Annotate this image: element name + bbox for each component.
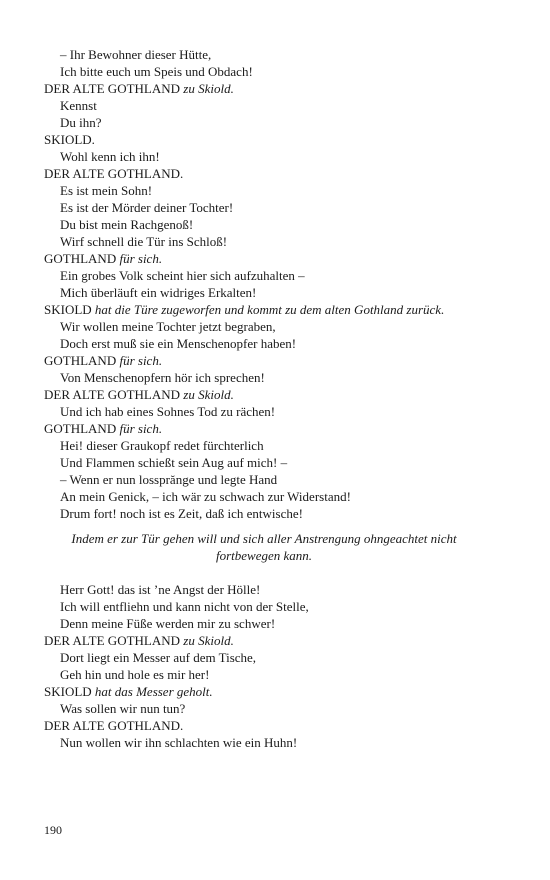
speaker-name: DER ALTE GOTHLAND [44, 633, 181, 648]
speaker-line [44, 386, 484, 403]
verse-line: Und ich hab eines Sohnes Tod zu rächen! [60, 404, 276, 419]
speaker-name: SKIOLD. [44, 132, 95, 147]
speaker-line [44, 250, 484, 267]
verse-line: Es ist mein Sohn! [60, 183, 153, 198]
speaker-name: GOTHLAND [44, 251, 117, 266]
stage-direction: Indem er zur Tür gehen will und sich aller Anstrengung ohngeachtet nicht fortbewegen kann. [71, 531, 457, 563]
verse-line: Ein grobes Volk scheint hier sich aufzuhalten – [60, 268, 305, 283]
verse-line: – Ihr Bewohner dieser Hütte, [60, 47, 212, 62]
speaker-name: SKIOLD [44, 302, 92, 317]
verse-line: Wirf schnell die Tür ins Schloß! [60, 234, 228, 249]
verse-line: Ich bitte euch um Speis und Obdach! [60, 64, 253, 79]
speaker-line [44, 301, 484, 318]
verse-line: Und Flammen schießt sein Aug auf mich! – [60, 455, 288, 470]
play-text [44, 46, 484, 751]
verse-line: Ich will entfliehn und kann nicht von der Stelle, [60, 599, 309, 614]
speaker-name: GOTHLAND [44, 353, 117, 368]
verse-line: Drum fort! noch ist es Zeit, daß ich entwische! [60, 506, 303, 521]
verse-line: Hei! dieser Graukopf redet fürchterlich [60, 438, 264, 453]
speaker-line [44, 80, 484, 97]
speaker-name: DER ALTE GOTHLAND. [44, 166, 184, 181]
verse-line: – Wenn er nun lossprănge und legte Hand [60, 472, 278, 487]
speaker-line [44, 165, 484, 182]
verse-line: Kennst [60, 98, 97, 113]
stage-direction-inline: hat die Türe zugeworfen und kommt zu dem alten Gothland zurück. [91, 302, 445, 317]
stage-direction-inline: für sich. [116, 353, 163, 368]
speaker-name: GOTHLAND [44, 421, 117, 436]
page-number: 190 [44, 823, 62, 837]
verse-line: Wir wollen meine Tochter jetzt begraben, [60, 319, 276, 334]
verse-line: Von Menschenopfern hör ich sprechen! [60, 370, 265, 385]
verse-line: Du bist mein Rachgenoß! [60, 217, 194, 232]
verse-line: Was sollen wir nun tun? [60, 701, 186, 716]
speaker-name: SKIOLD [44, 684, 92, 699]
verse-line: Dort liegt ein Messer auf dem Tische, [60, 650, 257, 665]
speaker-name: DER ALTE GOTHLAND [44, 81, 181, 96]
speaker-line [44, 420, 484, 437]
verse-line: An mein Genick, – ich wär zu schwach zur Widerstand! [60, 489, 351, 504]
verse-line: Du ihn? [60, 115, 102, 130]
stage-direction-inline: zu Skiold. [180, 387, 234, 402]
verse-line: Es ist der Mörder deiner Tochter! [60, 200, 234, 215]
speaker-line [44, 683, 484, 700]
verse-line: Wohl kenn ich ihn! [60, 149, 160, 164]
verse-line: Herr Gott! das ist ’ne Angst der Hölle! [60, 582, 261, 597]
speaker-line [44, 131, 484, 148]
speaker-line [44, 717, 484, 734]
stage-direction-inline: hat das Messer geholt. [91, 684, 213, 699]
verse-line: Geh hin und hole es mir her! [60, 667, 210, 682]
stage-direction-inline: für sich. [116, 421, 163, 436]
speaker-line [44, 352, 484, 369]
stage-direction-inline: zu Skiold. [180, 633, 234, 648]
verse-line: Nun wollen wir ihn schlachten wie ein Huhn! [60, 735, 298, 750]
speaker-name: DER ALTE GOTHLAND [44, 387, 181, 402]
verse-line: Denn meine Füße werden mir zu schwer! [60, 616, 276, 631]
speaker-line [44, 632, 484, 649]
verse-line: Mich überläuft ein widriges Erkalten! [60, 285, 257, 300]
verse-line: Doch erst muß sie ein Menschenopfer haben! [60, 336, 297, 351]
stage-direction-inline: zu Skiold. [180, 81, 234, 96]
speaker-name: DER ALTE GOTHLAND. [44, 718, 184, 733]
stage-direction-inline: für sich. [116, 251, 163, 266]
